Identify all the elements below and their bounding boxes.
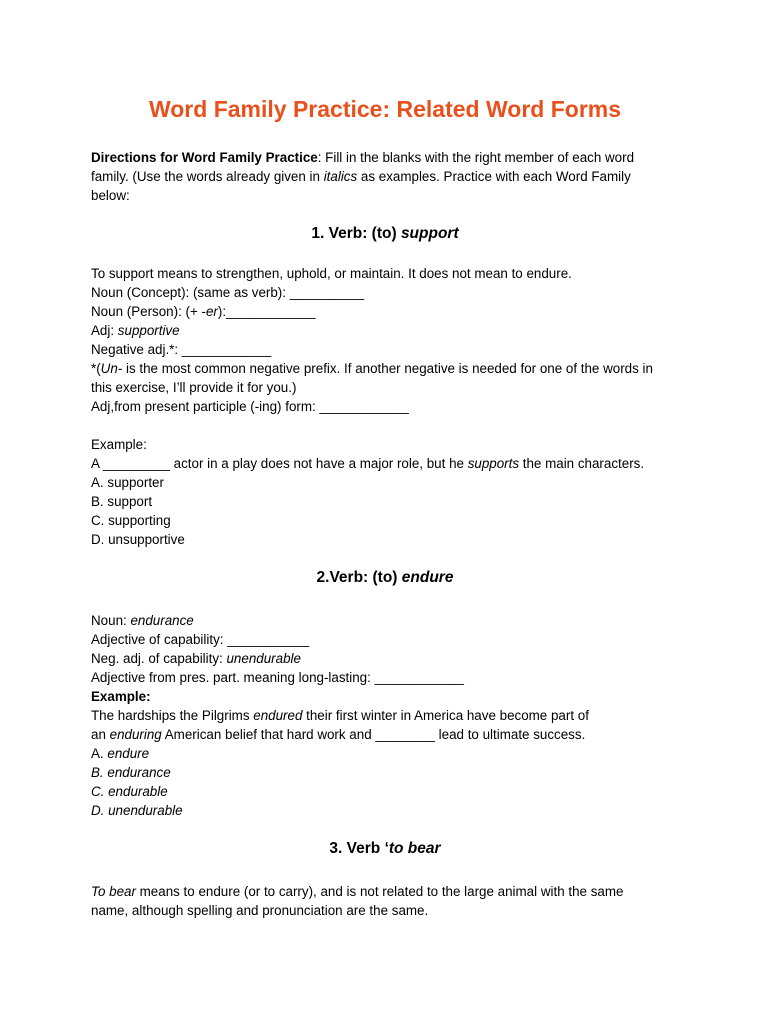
example-label [91, 687, 691, 706]
spacer [91, 416, 691, 435]
directions-line-3: below: [91, 188, 130, 203]
adj-pres-blank: Adjective from pres. part. meaning long-lasting: ____________ [91, 670, 464, 685]
italic-text: enduring [109, 727, 162, 742]
option-a: A. supporter [91, 475, 164, 490]
text: A. [91, 746, 108, 761]
option-c [91, 782, 691, 801]
directions-line-1 [91, 148, 691, 167]
note-line-2: this exercise, I’ll provide it for you.) [91, 380, 297, 395]
heading-word: support [400, 225, 459, 242]
note-line-1 [91, 359, 691, 378]
text: American belief that hard work and ________ lead to ultimate success. [161, 727, 586, 742]
heading-prefix: 3. Verb ‘ [329, 840, 389, 857]
italic-text: endure [107, 746, 150, 761]
paragraph-line-2: name, although spelling and pronunciation are the same. [91, 903, 429, 918]
directions-line-2 [91, 167, 691, 186]
option-b: B. support [91, 494, 153, 509]
intro-text: To support means to strengthen, uphold, or maintain. It does not mean to endure. [91, 266, 572, 281]
italic-text: supportive [117, 323, 180, 338]
section-3-heading [0, 840, 770, 858]
heading-prefix: 2.Verb: (to) [316, 569, 402, 586]
option-b [91, 763, 691, 782]
heading-prefix: 1. Verb: (to) [311, 225, 401, 242]
directions-italic-word: italics [323, 169, 358, 184]
option-d [91, 801, 691, 820]
text: ):____________ [217, 304, 316, 319]
text: means to endure (or to carry), and is not related to the large animal with the same [135, 884, 624, 899]
directions-paragraph [91, 148, 691, 205]
italic-text: endurance [130, 613, 194, 628]
noun-line [91, 611, 691, 630]
italic-text: er [205, 304, 218, 319]
italic-text: endured [253, 708, 303, 723]
text: the main characters. [519, 456, 645, 471]
negative-adj-blank: Negative adj.*: ____________ [91, 342, 272, 357]
heading-word: endure [401, 569, 454, 586]
heading-word: to bear [388, 840, 441, 857]
italic-text: supports [467, 456, 520, 471]
text: The hardships the Pilgrims [91, 708, 254, 723]
example-sentence [91, 454, 691, 473]
text: Noun: [91, 613, 131, 628]
page-title: Word Family Practice: Related Word Forms [148, 96, 622, 122]
bold-text: Example: [91, 689, 151, 704]
directions-text: : Fill in the blanks with the right member of each word [317, 150, 635, 165]
example-line-1 [91, 706, 691, 725]
text: *( [91, 361, 101, 376]
option-a [91, 744, 691, 763]
text: Neg. adj. of capability: [91, 651, 227, 666]
option-d: D. unsupportive [91, 532, 185, 547]
example-label: Example: [91, 437, 147, 452]
text: Adj: [91, 323, 118, 338]
italic-text: unendurable [226, 651, 301, 666]
section-3-body [91, 882, 691, 920]
text: is the most common negative prefix. If another negative is needed for one of the words in [122, 361, 653, 376]
directions-text: as examples. Practice with each Word Family [357, 169, 631, 184]
adj-capability-blank: Adjective of capability: ___________ [91, 632, 310, 647]
option-c: C. supporting [91, 513, 171, 528]
section-1-body [91, 264, 691, 549]
paragraph-line-1 [91, 882, 691, 901]
italic-text: Un- [100, 361, 123, 376]
italic-text: C. endurable [91, 784, 168, 799]
italic-text: B. endurance [91, 765, 171, 780]
italic-text: D. unendurable [91, 803, 183, 818]
adj-line [91, 321, 691, 340]
directions-text: family. (Use the words already given in [91, 169, 324, 184]
text: their first winter in America have become part of [302, 708, 589, 723]
section-2-body [91, 611, 691, 820]
noun-person-blank [91, 302, 691, 321]
section-2-heading [0, 569, 770, 587]
text: A _________ actor in a play does not have a major role, but he [91, 456, 468, 471]
adj-present-blank: Adj,from present participle (-ing) form: ____________ [91, 399, 409, 414]
noun-concept-blank: Noun (Concept): (same as verb): __________ [91, 285, 365, 300]
directions-label: Directions for Word Family Practice [91, 150, 318, 165]
section-1-heading [0, 225, 770, 243]
italic-text: To bear [91, 884, 136, 899]
neg-adj-line [91, 649, 691, 668]
text: Noun (Person): (+ - [91, 304, 206, 319]
text: an [91, 727, 110, 742]
example-line-2 [91, 725, 691, 744]
